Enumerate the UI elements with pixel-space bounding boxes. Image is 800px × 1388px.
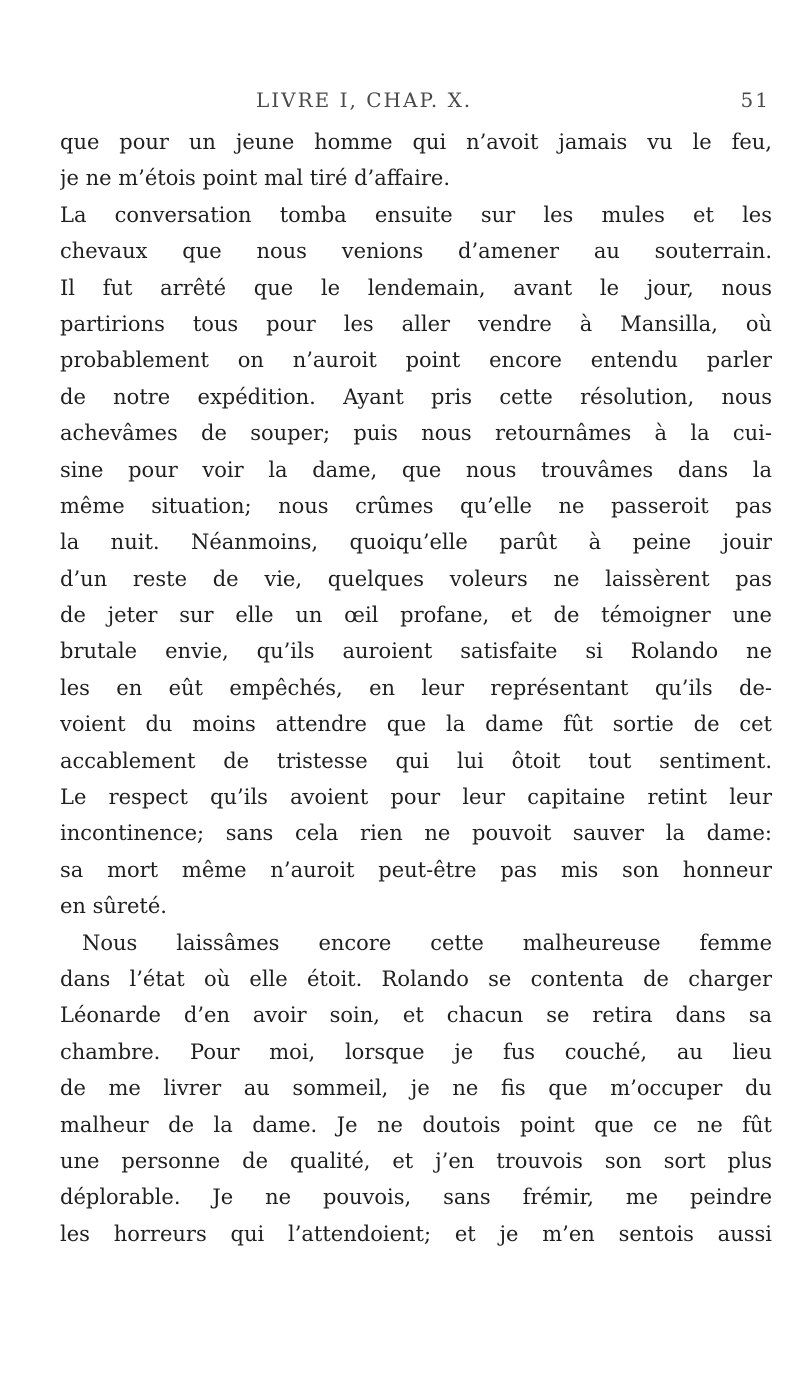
- text-line: déplorable. Je ne pouvois, sans frémir, me peindre: [60, 1185, 772, 1210]
- text-line: sine pour voir la dame, que nous trouvâmes dans la: [60, 457, 772, 482]
- text-line: accablement de tristesse qui lui ôtoit tout sentiment.: [60, 748, 772, 773]
- text-line: Léonarde d’en avoir soin, et chacun se retira dans sa: [60, 1003, 772, 1028]
- text-line: dans l’état où elle étoit. Rolando se contenta de charger: [60, 966, 772, 991]
- text-line: une personne de qualité, et j’en trouvois son sort plus: [60, 1148, 772, 1173]
- text-line: brutale envie, qu’ils auroient satisfaite si Rolando ne: [60, 639, 772, 664]
- text-line: de me livrer au sommeil, je ne fis que m’occuper du: [60, 1076, 772, 1101]
- text-line: je ne m’étois point mal tiré d’affaire.: [60, 166, 451, 191]
- text-line: même situation; nous crûmes qu’elle ne passeroit pas: [60, 493, 772, 518]
- text-line: voient du moins attendre que la dame fût sortie de cet: [60, 712, 772, 737]
- text-line: partirions tous pour les aller vendre à Mansilla, où: [60, 311, 772, 336]
- text-line: La conversation tomba ensuite sur les mules et les: [60, 202, 772, 227]
- text-line: la nuit. Néanmoins, quoiqu’elle parût à peine jouir: [60, 530, 772, 555]
- text-line: malheur de la dame. Je ne doutois point que ce ne fût: [60, 1112, 772, 1137]
- text-line: probablement on n’auroit point encore entendu parler: [60, 348, 772, 373]
- text-line: que pour un jeune homme qui n’avoit jamais vu le feu,: [60, 130, 772, 154]
- text-line: de jeter sur elle un œil profane, et de témoigner une: [60, 603, 772, 628]
- text-line: en sûreté.: [60, 894, 167, 919]
- text-line: de notre expédition. Ayant pris cette résolution, nous: [60, 384, 772, 409]
- text-line: achevâmes de souper; puis nous retournâmes à la cui-: [60, 421, 772, 446]
- running-head: [196, 88, 770, 118]
- text-line: chambre. Pour moi, lorsque je fus couché, au lieu: [60, 1039, 772, 1064]
- text-line: sa mort même n’auroit peut-être pas mis son honneur: [60, 857, 772, 882]
- text-line: Il fut arrêté que le lendemain, avant le jour, nous: [60, 275, 772, 300]
- text-line: d’un reste de vie, quelques voleurs ne laissèrent pas: [60, 566, 772, 591]
- text-line: Le respect qu’ils avoient pour leur capitaine retint leur: [60, 785, 772, 810]
- text-line: chevaux que nous venions d’amener au souterrain.: [60, 239, 772, 264]
- text-line: les horreurs qui l’attendoient; et je m’en sentois aussi: [60, 1221, 772, 1246]
- text-line: Nous laissâmes encore cette malheureuse femme: [82, 930, 772, 955]
- page-number: 51: [740, 88, 770, 112]
- running-title: LIVRE I, CHAP. X.: [256, 88, 473, 112]
- body-text: [60, 124, 772, 1252]
- text-line: les en eût empêchés, en leur représentant qu’ils de-: [60, 675, 772, 700]
- text-line: incontinence; sans cela rien ne pouvoit sauver la dame:: [60, 821, 772, 846]
